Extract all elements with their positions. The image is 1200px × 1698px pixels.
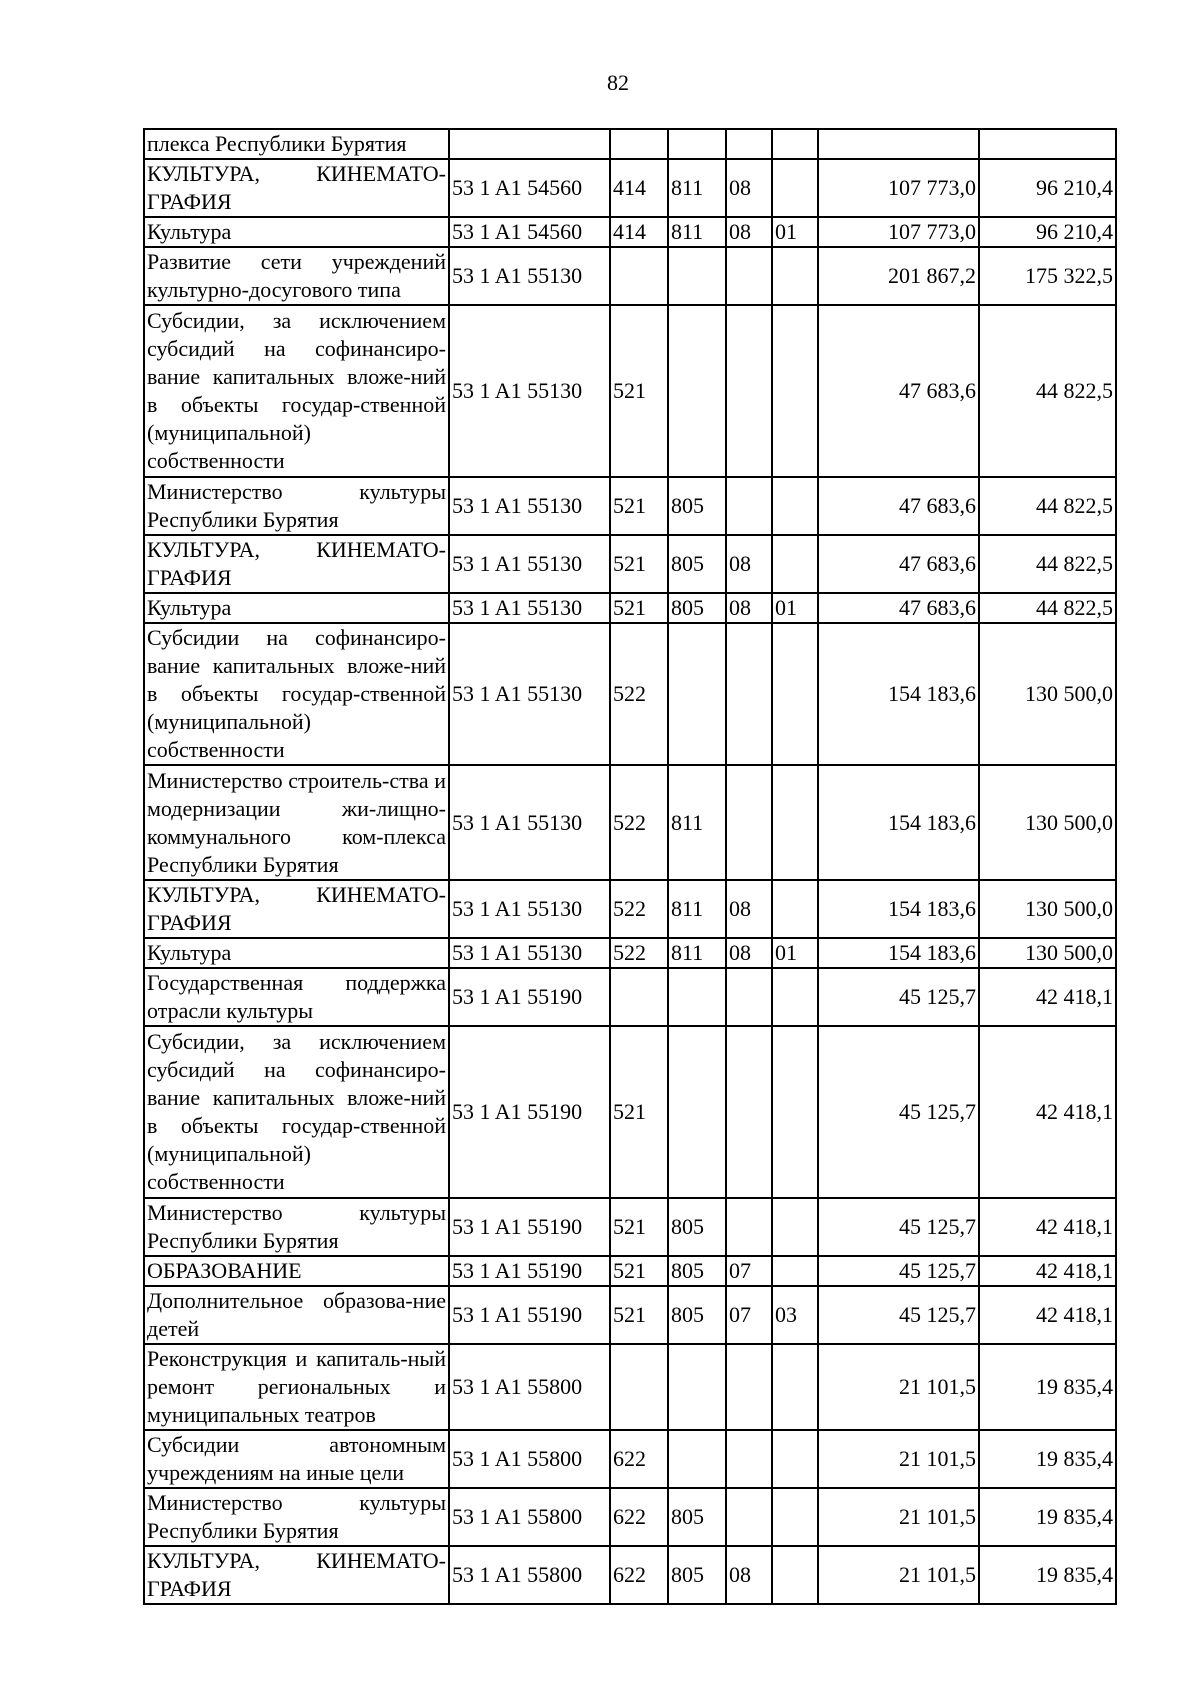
amount-1-cell: 201 867,2 [818, 247, 979, 305]
section-cell: 08 [726, 593, 772, 623]
expense-type-cell: 521 [610, 1198, 668, 1256]
target-article-cell: 53 1 A1 55800 [449, 1546, 610, 1604]
item-name-cell: Культура [144, 593, 449, 623]
table-row [144, 938, 1116, 968]
amount-1-cell: 45 125,7 [818, 1256, 979, 1286]
section-cell [726, 477, 772, 535]
item-name-cell: Реконструкция и капиталь-ный ремонт региональных и муниципальных театров [144, 1344, 449, 1430]
table-row [144, 477, 1116, 535]
subsection-cell [772, 1546, 818, 1604]
amount-2-cell: 44 822,5 [979, 305, 1116, 477]
expense-type-cell: 521 [610, 477, 668, 535]
amount-1-cell: 154 183,6 [818, 765, 979, 880]
amount-2-cell: 42 418,1 [979, 1286, 1116, 1344]
amount-1-cell: 45 125,7 [818, 1026, 979, 1198]
table-row [144, 1256, 1116, 1286]
amount-1-cell: 47 683,6 [818, 535, 979, 593]
administrator-code-cell: 805 [668, 593, 726, 623]
item-name-cell: Развитие сети учреждений культурно-досугового типа [144, 247, 449, 305]
amount-1-cell: 154 183,6 [818, 938, 979, 968]
section-cell [726, 1344, 772, 1430]
table-row [144, 159, 1116, 217]
amount-1-cell: 45 125,7 [818, 1198, 979, 1256]
item-name-cell: плекса Республики Бурятия [144, 129, 449, 159]
amount-2-cell: 130 500,0 [979, 623, 1116, 765]
amount-2-cell: 42 418,1 [979, 1026, 1116, 1198]
amount-2-cell: 19 835,4 [979, 1344, 1116, 1430]
target-article-cell: 53 1 A1 55800 [449, 1430, 610, 1488]
expense-type-cell: 521 [610, 1026, 668, 1198]
subsection-cell [772, 159, 818, 217]
amount-1-cell: 107 773,0 [818, 159, 979, 217]
subsection-cell [772, 129, 818, 159]
administrator-code-cell: 811 [668, 217, 726, 247]
subsection-cell [772, 1488, 818, 1546]
expense-type-cell [610, 968, 668, 1026]
item-name-cell: Дополнительное образова-ние детей [144, 1286, 449, 1344]
amount-2-cell: 96 210,4 [979, 159, 1116, 217]
table-row [144, 880, 1116, 938]
amount-1-cell: 154 183,6 [818, 880, 979, 938]
section-cell [726, 1488, 772, 1546]
section-cell: 08 [726, 880, 772, 938]
target-article-cell: 53 1 A1 55190 [449, 1286, 610, 1344]
subsection-cell [772, 765, 818, 880]
amount-1-cell: 47 683,6 [818, 477, 979, 535]
subsection-cell [772, 1344, 818, 1430]
administrator-code-cell [668, 305, 726, 477]
section-cell [726, 1430, 772, 1488]
administrator-code-cell: 805 [668, 1488, 726, 1546]
table-row [144, 1344, 1116, 1430]
item-name-cell: КУЛЬТУРА, КИНЕМАТО-ГРАФИЯ [144, 535, 449, 593]
administrator-code-cell: 805 [668, 1286, 726, 1344]
administrator-code-cell: 805 [668, 477, 726, 535]
administrator-code-cell: 811 [668, 765, 726, 880]
amount-2-cell [979, 129, 1116, 159]
expense-type-cell: 521 [610, 593, 668, 623]
item-name-cell: Культура [144, 938, 449, 968]
amount-1-cell: 21 101,5 [818, 1488, 979, 1546]
section-cell [726, 129, 772, 159]
target-article-cell: 53 1 A1 55190 [449, 1198, 610, 1256]
subsection-cell [772, 623, 818, 765]
table-row [144, 129, 1116, 159]
section-cell: 08 [726, 217, 772, 247]
administrator-code-cell [668, 129, 726, 159]
table-row [144, 247, 1116, 305]
target-article-cell: 53 1 A1 55190 [449, 1256, 610, 1286]
amount-1-cell: 107 773,0 [818, 217, 979, 247]
table-row [144, 1430, 1116, 1488]
table-row [144, 593, 1116, 623]
expense-type-cell: 521 [610, 305, 668, 477]
amount-1-cell: 45 125,7 [818, 968, 979, 1026]
target-article-cell: 53 1 A1 54560 [449, 159, 610, 217]
administrator-code-cell [668, 1430, 726, 1488]
table-row [144, 765, 1116, 880]
table-row [144, 1286, 1116, 1344]
amount-2-cell: 44 822,5 [979, 593, 1116, 623]
administrator-code-cell: 811 [668, 159, 726, 217]
expense-type-cell: 622 [610, 1430, 668, 1488]
expense-type-cell: 522 [610, 623, 668, 765]
section-cell [726, 1026, 772, 1198]
expense-type-cell: 414 [610, 217, 668, 247]
amount-2-cell: 130 500,0 [979, 938, 1116, 968]
section-cell: 08 [726, 1546, 772, 1604]
item-name-cell: Субсидии на софинансиро-вание капитальных вложе-ний в объекты государ-ственной (муниципальной) собственности [144, 623, 449, 765]
subsection-cell [772, 880, 818, 938]
item-name-cell: ОБРАЗОВАНИЕ [144, 1256, 449, 1286]
item-name-cell: КУЛЬТУРА, КИНЕМАТО-ГРАФИЯ [144, 880, 449, 938]
item-name-cell: Министерство культуры Республики Бурятия [144, 1198, 449, 1256]
section-cell [726, 968, 772, 1026]
administrator-code-cell: 805 [668, 1198, 726, 1256]
target-article-cell: 53 1 A1 55130 [449, 938, 610, 968]
amount-1-cell: 47 683,6 [818, 305, 979, 477]
expense-type-cell [610, 1344, 668, 1430]
target-article-cell [449, 129, 610, 159]
section-cell [726, 623, 772, 765]
subsection-cell [772, 1198, 818, 1256]
expense-type-cell: 622 [610, 1546, 668, 1604]
subsection-cell [772, 968, 818, 1026]
expense-type-cell: 521 [610, 1286, 668, 1344]
target-article-cell: 53 1 A1 55130 [449, 477, 610, 535]
subsection-cell: 03 [772, 1286, 818, 1344]
table-row [144, 1546, 1116, 1604]
amount-2-cell: 44 822,5 [979, 477, 1116, 535]
page-number: 82 [607, 70, 629, 95]
item-name-cell: Субсидии, за исключением субсидий на софинансиро-вание капитальных вложе-ний в объекты государ-ственной (муниципальной) собственности [144, 1026, 449, 1198]
expense-type-cell: 414 [610, 159, 668, 217]
administrator-code-cell [668, 968, 726, 1026]
administrator-code-cell: 805 [668, 1256, 726, 1286]
subsection-cell: 01 [772, 938, 818, 968]
amount-1-cell: 47 683,6 [818, 593, 979, 623]
expense-type-cell: 522 [610, 765, 668, 880]
amount-2-cell: 19 835,4 [979, 1488, 1116, 1546]
target-article-cell: 53 1 A1 55130 [449, 535, 610, 593]
item-name-cell: Субсидии автономным учреждениям на иные цели [144, 1430, 449, 1488]
amount-2-cell: 175 322,5 [979, 247, 1116, 305]
item-name-cell: Культура [144, 217, 449, 247]
administrator-code-cell: 805 [668, 1546, 726, 1604]
expense-type-cell: 521 [610, 1256, 668, 1286]
item-name-cell: Министерство строитель-ства и модернизации жи-лищно-коммунального ком-плекса Республики Бурятия [144, 765, 449, 880]
section-cell: 07 [726, 1286, 772, 1344]
table-row [144, 623, 1116, 765]
section-cell: 07 [726, 1256, 772, 1286]
target-article-cell: 53 1 A1 55130 [449, 305, 610, 477]
item-name-cell: КУЛЬТУРА, КИНЕМАТО-ГРАФИЯ [144, 1546, 449, 1604]
item-name-cell: Субсидии, за исключением субсидий на софинансиро-вание капитальных вложе-ний в объекты государ-ственной (муниципальной) собственности [144, 305, 449, 477]
amount-1-cell: 21 101,5 [818, 1430, 979, 1488]
table-row [144, 1198, 1116, 1256]
target-article-cell: 53 1 A1 55130 [449, 880, 610, 938]
amount-2-cell: 42 418,1 [979, 1198, 1116, 1256]
table-row [144, 535, 1116, 593]
amount-2-cell: 96 210,4 [979, 217, 1116, 247]
administrator-code-cell: 805 [668, 535, 726, 593]
subsection-cell [772, 1256, 818, 1286]
amount-2-cell: 19 835,4 [979, 1546, 1116, 1604]
administrator-code-cell: 811 [668, 880, 726, 938]
amount-2-cell: 130 500,0 [979, 765, 1116, 880]
target-article-cell: 53 1 A1 55130 [449, 623, 610, 765]
amount-2-cell: 44 822,5 [979, 535, 1116, 593]
section-cell [726, 305, 772, 477]
amount-1-cell [818, 129, 979, 159]
subsection-cell [772, 477, 818, 535]
administrator-code-cell [668, 1344, 726, 1430]
target-article-cell: 53 1 A1 55190 [449, 1026, 610, 1198]
target-article-cell: 53 1 A1 55130 [449, 765, 610, 880]
amount-2-cell: 42 418,1 [979, 968, 1116, 1026]
expense-type-cell: 622 [610, 1488, 668, 1546]
subsection-cell [772, 1026, 818, 1198]
budget-table [143, 128, 1117, 1605]
expense-type-cell: 522 [610, 880, 668, 938]
administrator-code-cell [668, 623, 726, 765]
section-cell [726, 765, 772, 880]
administrator-code-cell [668, 1026, 726, 1198]
item-name-cell: КУЛЬТУРА, КИНЕМАТО-ГРАФИЯ [144, 159, 449, 217]
section-cell [726, 247, 772, 305]
target-article-cell: 53 1 A1 55190 [449, 968, 610, 1026]
subsection-cell: 01 [772, 217, 818, 247]
amount-1-cell: 21 101,5 [818, 1344, 979, 1430]
expense-type-cell [610, 129, 668, 159]
subsection-cell [772, 1430, 818, 1488]
table-row [144, 217, 1116, 247]
subsection-cell [772, 247, 818, 305]
subsection-cell [772, 535, 818, 593]
table-row [144, 1488, 1116, 1546]
table-row [144, 305, 1116, 477]
section-cell: 08 [726, 159, 772, 217]
item-name-cell: Государственная поддержка отрасли культуры [144, 968, 449, 1026]
amount-1-cell: 21 101,5 [818, 1546, 979, 1604]
amount-2-cell: 130 500,0 [979, 880, 1116, 938]
administrator-code-cell: 811 [668, 938, 726, 968]
amount-2-cell: 19 835,4 [979, 1430, 1116, 1488]
item-name-cell: Министерство культуры Республики Бурятия [144, 477, 449, 535]
administrator-code-cell [668, 247, 726, 305]
amount-1-cell: 154 183,6 [818, 623, 979, 765]
subsection-cell: 01 [772, 593, 818, 623]
section-cell: 08 [726, 535, 772, 593]
item-name-cell: Министерство культуры Республики Бурятия [144, 1488, 449, 1546]
section-cell [726, 1198, 772, 1256]
target-article-cell: 53 1 A1 55800 [449, 1344, 610, 1430]
table-row [144, 1026, 1116, 1198]
expense-type-cell: 521 [610, 535, 668, 593]
budget-table-body [144, 129, 1116, 1604]
amount-1-cell: 45 125,7 [818, 1286, 979, 1344]
target-article-cell: 53 1 A1 55800 [449, 1488, 610, 1546]
target-article-cell: 53 1 A1 55130 [449, 593, 610, 623]
target-article-cell: 53 1 A1 55130 [449, 247, 610, 305]
subsection-cell [772, 305, 818, 477]
expense-type-cell [610, 247, 668, 305]
amount-2-cell: 42 418,1 [979, 1256, 1116, 1286]
target-article-cell: 53 1 A1 54560 [449, 217, 610, 247]
table-row [144, 968, 1116, 1026]
expense-type-cell: 522 [610, 938, 668, 968]
section-cell: 08 [726, 938, 772, 968]
